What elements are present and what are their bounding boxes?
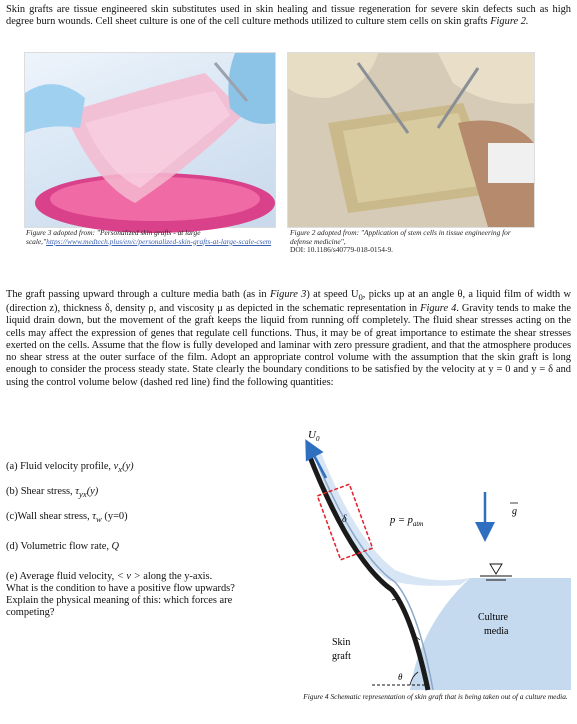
u0-label: $U_0$ [308, 429, 320, 443]
figure-3-caption: Figure 3 adopted from: "Personalized skin grafts - at large scale,"https://www.medtech.plus/en/c/personalized-skin-grafts-at-large-scale-csem [26, 228, 272, 246]
culture-media-label: Culture [478, 612, 508, 623]
surgery-photo [287, 52, 535, 228]
question-e: (e) Average fluid velocity, < v > along the y-axis. What is the condition to have a positive flow upwards? Explain the physical meaning of this: which forces are competing? [6, 571, 235, 618]
question-d: (d) Volumetric flow rate, Q [6, 541, 120, 552]
svg-text:media: media [484, 626, 509, 637]
svg-text:graft: graft [332, 651, 351, 662]
pressure-label: $p = p_{atm}$ [390, 515, 424, 528]
theta-label: θ [398, 672, 403, 682]
question-a: (a) Fluid velocity profile, $v_x(y)$ [6, 461, 134, 475]
figure-2-doi: DOI: 10.1186/s40779-018-0154-9. [290, 245, 393, 255]
intro-paragraph: Skin grafts are tissue engineered skin substitutes used in skin healing and tissue regeneration for severe skin defects such as high degree burn wounds. Cell sheet culture is one of the cell culture methods utilized to culture stem cells on skin grafts Figure 2. [6, 4, 571, 28]
figure-3-source-link[interactable]: https://www.medtech.plus/en/c/personalized-skin-grafts-at-large-scale-csem [46, 236, 272, 246]
skin-graft-photo [24, 52, 276, 228]
skin-graft-label: Skin [332, 637, 351, 648]
question-c: (c)Wall shear stress, $\tau_w$ (y=0) [6, 511, 128, 525]
gravity-label: g [512, 506, 517, 517]
figure-4-caption: Figure 4 Schematic representation of skin graft that is being taken out of a culture media. [303, 692, 568, 701]
problem-statement: The graft passing upward through a culture media bath (as in Figure 3) at speed $U_0$, picks up at an angle θ, a liquid film of width w (direction z), thickness δ, density ρ, and viscosity μ as depicted in the schematic representation in Figure 4. Gravity tends to make the liquid drain down, but the movement of the graft keeps the liquid from running off completely. The fluid shear stresses acting on the cells may affect the expression of genes that regulate cell functions. Thus, it may be of great importance to estimate the shear stresses exerted on the cells. Assume that the flow is fully developed and laminar with zero pressure gradient, and that the atmosphere produces no shear stress at the outer surface of the film. Adopt an appropriate control volume with the assumption that the skin graft is long enough to consider the process steady state. State clearly the boundary conditions to be satisfied by the velocity at y = 0 and y = δ and using the control volume below (dashed red line) find the following quantities: [6, 289, 572, 388]
figure-4-schematic [300, 429, 571, 690]
delta-label: δ [342, 514, 347, 525]
question-b: (b) Shear stress, $\tau_{yx}(y)$ [6, 486, 99, 500]
figure-2-caption: Figure 2 adopted from: "Application of stem cells in tissue engineering for defense medicine", DOI: 10.1186/s40779-018-0154-9. [290, 228, 511, 255]
